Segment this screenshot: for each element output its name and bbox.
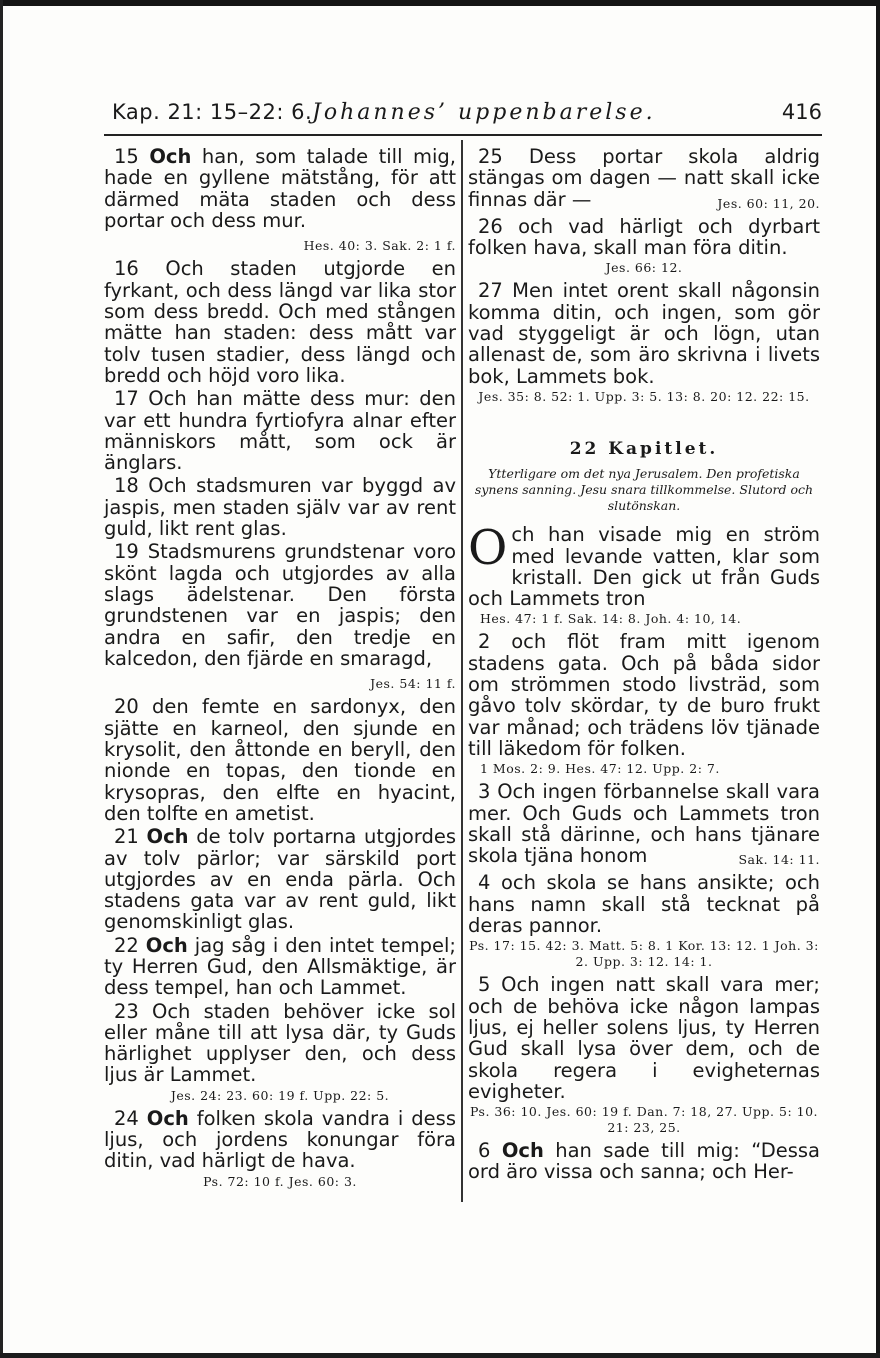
cross-reference: Jes. 60: 11, 20. [717, 195, 820, 211]
cross-reference: Jes. 35: 8. 52: 1. Upp. 3: 5. 13: 8. 20: 12. 22: 15. [478, 388, 810, 404]
verse [468, 520, 820, 611]
verse-text: Och stadsmuren var byggd av jaspis, men staden själv var av rent guld, likt rent glas. [104, 474, 456, 541]
verse [468, 216, 820, 259]
verse [104, 388, 456, 473]
verse-text: han sade till mig: “Dessa ord äro vissa och sanna; och Her- [468, 1139, 821, 1184]
cross-reference: Jes. 66: 12. [605, 260, 683, 276]
chapter-heading: 22 Kapitlet. [569, 438, 719, 459]
verse-number: 15 [114, 145, 150, 168]
verse [468, 872, 820, 936]
verse-text: de tolv portarna utgjordes av tolv pärlor; var särskild port utgjordes av en enda pärla. Och stadens gata var av rent guld, likt genomskinligt glas. [104, 825, 457, 934]
verse [468, 974, 820, 1102]
right-column-bottom [468, 520, 821, 1184]
drop-cap: O [468, 520, 508, 577]
running-header [112, 98, 822, 132]
verse-number: 19 [114, 540, 148, 564]
book-title: Johannes’ uppenbarelse. [312, 100, 656, 125]
verse-text: folken skola vandra i dess ljus, och jordens konungar föra ditin, vad härligt de hava. [104, 1106, 456, 1173]
verse-number: 16 [114, 257, 166, 281]
verse [468, 280, 820, 386]
verse [104, 696, 456, 824]
verse-number: 2 [478, 630, 512, 654]
verse-number: 22 [114, 933, 146, 957]
verse-text: Och han mätte dess mur: den var ett hundra fyrtiofyra alnar efter människors mått, som ock är änglars. [104, 387, 456, 475]
verse-number: 26 [478, 214, 519, 238]
verse-text: den femte en sardonyx, den sjätte en karneol, den sjunde en krysolit, den åttonde en beryll, den nionde en topas, den tionde en krysopras, den elfte en hyacint, den tolfte en ametist. [104, 695, 456, 825]
verse-text: han, som talade till mig, hade en gyllene mätstång, för att därmed mäta staden och dess portar och dess mur. [104, 145, 456, 232]
scan-edge-left [0, 0, 3, 1358]
scan-edge-right [876, 0, 880, 1358]
scan-edge-top [0, 0, 880, 6]
verse-initial-word: Och [145, 933, 188, 957]
cross-reference: Jes. 24: 23. 60: 19 f. Upp. 22: 5. [170, 1087, 390, 1103]
page-number: 416 [781, 100, 822, 124]
left-column [104, 146, 456, 1194]
verse [104, 541, 456, 694]
verse-number: 4 [478, 871, 501, 895]
verse-initial-word: Och [146, 825, 189, 849]
cross-reference: Hes. 40: 3. Sak. 2: 1 f. [303, 238, 456, 254]
cross-reference: Jes. 54: 11 f. [370, 676, 456, 692]
verse [104, 1108, 456, 1172]
verse-number: 5 [478, 973, 502, 997]
verse-number: 18 [114, 474, 149, 498]
verse-text: ch han visade mig en ström med levande vatten, klar som kristall. Den gick ut från Guds och Lammets tron [468, 523, 820, 611]
verse-text: och flöt fram mitt igenom stadens gata. Och på båda sidor om strömmen stodo livsträd, som gåvo tolv skördar, ty de buro frukt var månad; och trädens löv tjänade till läkedom för folken. [468, 630, 820, 760]
right-column [468, 146, 820, 1185]
verse [104, 935, 456, 999]
verse-text: Och ingen natt skall vara mer; och de behöva icke någon lampas ljus, ej heller solens ljus, ty Herren Gud skall lysa över dem, och de skola regera i evigheternas evigheter. [468, 973, 820, 1103]
verse [104, 146, 456, 256]
cross-reference: 1 Mos. 2: 9. Hes. 47: 12. Upp. 2: 7. [480, 761, 720, 777]
verse-text: Stadsmurens grundstenar voro skönt lagda och utgjordes av alla slags ädelstenar. Den första grundstenen var en jaspis; den andra en safir, den tredje en kalcedon, den fjärde en smaragd, [104, 540, 456, 670]
verse-text: Dess portar skola aldrig stängas om dagen — natt skall icke finnas där — [468, 145, 820, 211]
right-column-top [468, 146, 820, 405]
header-rule [104, 134, 822, 136]
verse [468, 1140, 820, 1183]
verse-text: Men intet orent skall någonsin komma ditin, och ingen, som gör vad styggeligt är och lögn, utan allenast de, som äro skrivna i livets bok, Lammets bok. [468, 279, 820, 388]
verse-text: Och ingen förbannelse skall vara mer. Och Guds och Lammets tron skall stå därinne, och hans tjänare skola tjäna honom [468, 780, 820, 868]
verse [104, 826, 456, 932]
verse [468, 781, 820, 870]
verse [104, 475, 456, 539]
verse-number: 6 [478, 1139, 502, 1163]
verse [104, 1001, 456, 1086]
verse-initial-word: Och [149, 145, 192, 168]
verse-initial-word: Och [501, 1139, 544, 1163]
scan-edge-bottom [0, 1353, 880, 1358]
verse-text: jag såg i den intet tempel; ty Herren Gud, den Allsmäktige, är dess tempel, han och Lammet. [104, 933, 457, 1000]
verse-number: 23 [114, 999, 152, 1023]
verse-number: 27 [478, 279, 513, 303]
verse-text: Och staden utgjorde en fyrkant, och dess längd var lika stor som dess bredd. Och med stången mätte han staden: dess mått var tolv tusen stadier, dess längd och bredd och höjd voro lika. [104, 257, 456, 387]
verse-number: 17 [114, 387, 149, 411]
column-divider [461, 140, 463, 1202]
cross-reference: Sak. 14: 11. [738, 852, 820, 868]
verse-text: och skola se hans ansikte; och hans namn skall stå tecknat på deras pannor. [468, 871, 820, 938]
cross-reference: Ps. 17: 15. 42: 3. Matt. 5: 8. 1 Kor. 13: 12. 1 Joh. 3: 2. Upp. 3: 12. 14: 1. [469, 938, 819, 970]
verse [104, 258, 456, 386]
chapter-summary: Ytterligare om det nya Jerusalem. Den profetiska synens sanning. Jesu snara tillkommelse. Slutord och slutönskan. [474, 466, 814, 514]
chapter-reference: Kap. 21: 15–22: 6. [112, 100, 313, 124]
cross-reference: Ps. 72: 10 f. Jes. 60: 3. [203, 1173, 357, 1189]
verse-text: och vad härligt och dyrbart folken hava, skall man föra ditin. [468, 214, 821, 260]
verse-initial-word: Och [146, 1106, 189, 1130]
verse-number: 3 [478, 780, 498, 804]
verse-text: Och staden behöver icke sol eller måne till att lysa där, ty Guds härlighet upplyser den, och dess ljus är Lammet. [104, 999, 457, 1087]
cross-reference: Ps. 36: 10. Jes. 60: 19 f. Dan. 7: 18, 27. Upp. 5: 10. 21: 23, 25. [469, 1104, 819, 1136]
cross-reference: Hes. 47: 1 f. Sak. 14: 8. Joh. 4: 10, 14. [480, 611, 742, 627]
verse-number: 24 [114, 1106, 147, 1130]
verse-number: 21 [114, 825, 147, 849]
verse [468, 146, 820, 214]
verse-number: 20 [114, 695, 153, 719]
verse-number: 25 [478, 145, 529, 168]
verse [468, 631, 820, 759]
